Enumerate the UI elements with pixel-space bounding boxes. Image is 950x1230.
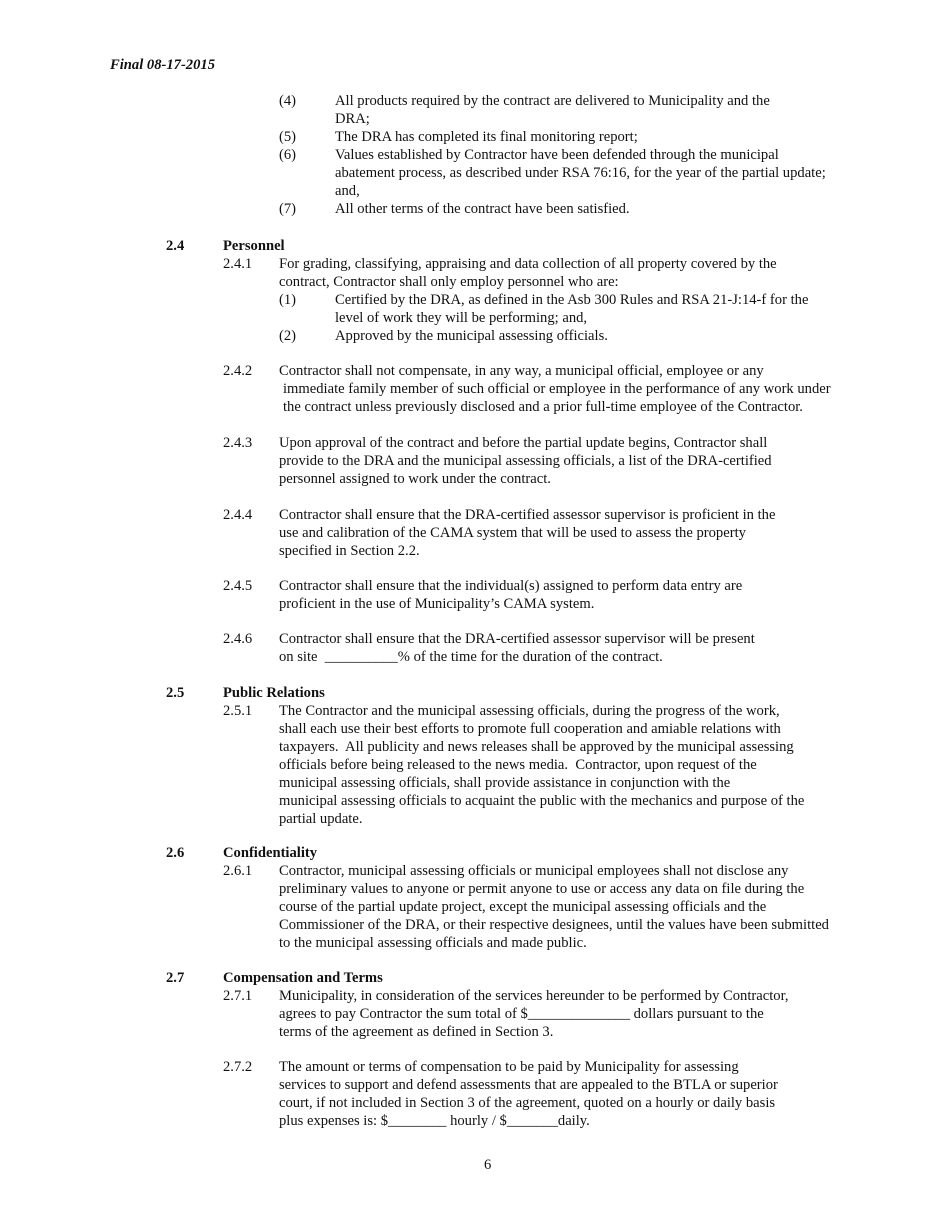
- list-item-text: All products required by the contract are delivered to Municipality and the: [335, 93, 770, 109]
- paragraph-line: use and calibration of the CAMA system that will be used to assess the property: [279, 525, 746, 541]
- section-number: 2.6: [166, 845, 185, 861]
- page-header: Final 08-17-2015: [110, 57, 215, 73]
- list-item-number: (5): [279, 129, 297, 145]
- paragraph-line: Contractor shall ensure that the individual(s) assigned to perform data entry are: [279, 578, 743, 594]
- paragraph-line: course of the partial update project, except the municipal assessing officials and the: [279, 899, 767, 915]
- paragraph-line: plus expenses is: $________ hourly / $_______daily.: [279, 1113, 590, 1129]
- paragraph-line: Contractor shall ensure that the DRA-certified assessor supervisor will be present: [279, 631, 755, 647]
- list-item-text: DRA;: [335, 111, 370, 127]
- paragraph-line: The amount or terms of compensation to be paid by Municipality for assessing: [279, 1059, 739, 1075]
- section-title: Confidentiality: [223, 845, 318, 861]
- paragraph-line: the contract unless previously disclosed and a prior full-time employee of the Contractor.: [283, 399, 803, 415]
- paragraph-line: court, if not included in Section 3 of the agreement, quoted on a hourly or daily basis: [279, 1095, 776, 1111]
- list-item-number: (7): [279, 201, 297, 217]
- list-item-number: (2): [279, 328, 297, 344]
- paragraph-line: Commissioner of the DRA, or their respective designees, until the values have been submitted: [279, 917, 829, 933]
- subsection-number: 2.4.6: [223, 631, 253, 647]
- subsection-number: 2.4.4: [223, 507, 253, 523]
- paragraph-line: proficient in the use of Municipality’s CAMA system.: [279, 596, 595, 612]
- subsection-number: 2.7.1: [223, 988, 253, 1004]
- section-title: Personnel: [223, 238, 285, 254]
- subsection-number: 2.4.3: [223, 435, 253, 451]
- subsection-number: 2.4.1: [223, 256, 253, 272]
- paragraph-line: Upon approval of the contract and before the partial update begins, Contractor shall: [279, 435, 768, 451]
- subsection-number: 2.5.1: [223, 703, 253, 719]
- paragraph-line: Municipality, in consideration of the services hereunder to be performed by Contractor,: [279, 988, 789, 1004]
- list-item-text: and,: [335, 183, 360, 199]
- subsection-number: 2.6.1: [223, 863, 253, 879]
- section-number: 2.5: [166, 685, 185, 701]
- paragraph-line: to the municipal assessing officials and made public.: [279, 935, 587, 951]
- list-item-number: (4): [279, 93, 297, 109]
- list-item-text: All other terms of the contract have been satisfied.: [335, 201, 630, 217]
- paragraph-line: personnel assigned to work under the contract.: [279, 471, 551, 487]
- paragraph-line: officials before being released to the news media. Contractor, upon request of the: [279, 757, 757, 773]
- paragraph-line: Contractor, municipal assessing officials or municipal employees shall not disclose any: [279, 863, 789, 879]
- paragraph-line: contract, Contractor shall only employ personnel who are:: [279, 274, 619, 290]
- list-item-text: The DRA has completed its final monitoring report;: [335, 129, 638, 145]
- paragraph-line: Contractor shall not compensate, in any way, a municipal official, employee or any: [279, 363, 764, 379]
- list-item-number: (1): [279, 292, 297, 308]
- paragraph-line: provide to the DRA and the municipal assessing officials, a list of the DRA-certified: [279, 453, 772, 469]
- list-item-text: level of work they will be performing; and,: [335, 310, 588, 326]
- paragraph-line: The Contractor and the municipal assessing officials, during the progress of the work,: [279, 703, 780, 719]
- paragraph-line: For grading, classifying, appraising and data collection of all property covered by the: [279, 256, 777, 272]
- section-title: Compensation and Terms: [223, 970, 383, 986]
- list-item-text: abatement process, as described under RSA 76:16, for the year of the partial update;: [335, 165, 826, 181]
- paragraph-line: Contractor shall ensure that the DRA-certified assessor supervisor is proficient in the: [279, 507, 776, 523]
- paragraph-line: shall each use their best efforts to promote full cooperation and amiable relations with: [279, 721, 781, 737]
- paragraph-line: preliminary values to anyone or permit anyone to use or access any data on file during the: [279, 881, 805, 897]
- paragraph-line: immediate family member of such official or employee in the performance of any work under: [283, 381, 831, 397]
- paragraph-line: agrees to pay Contractor the sum total of $______________ dollars pursuant to the: [279, 1006, 764, 1022]
- list-item-text: Certified by the DRA, as defined in the Asb 300 Rules and RSA 21-J:14-f for the: [335, 292, 809, 308]
- subsection-number: 2.4.2: [223, 363, 253, 379]
- paragraph-line: services to support and defend assessments that are appealed to the BTLA or superior: [279, 1077, 778, 1093]
- paragraph-line: specified in Section 2.2.: [279, 543, 420, 559]
- section-title: Public Relations: [223, 685, 325, 701]
- paragraph-line: municipal assessing officials, shall provide assistance in conjunction with the: [279, 775, 731, 791]
- paragraph-line: terms of the agreement as defined in Section 3.: [279, 1024, 554, 1040]
- paragraph-line: partial update.: [279, 811, 363, 827]
- paragraph-line: on site __________% of the time for the duration of the contract.: [279, 649, 663, 665]
- subsection-number: 2.7.2: [223, 1059, 253, 1075]
- list-item-text: Values established by Contractor have been defended through the municipal: [335, 147, 779, 163]
- section-number: 2.7: [166, 970, 185, 986]
- list-item-text: Approved by the municipal assessing officials.: [335, 328, 608, 344]
- paragraph-line: municipal assessing officials to acquaint the public with the mechanics and purpose of the: [279, 793, 805, 809]
- section-number: 2.4: [166, 238, 185, 254]
- paragraph-line: taxpayers. All publicity and news releases shall be approved by the municipal assessing: [279, 739, 794, 755]
- subsection-number: 2.4.5: [223, 578, 253, 594]
- page-number: 6: [484, 1157, 492, 1173]
- list-item-number: (6): [279, 147, 297, 163]
